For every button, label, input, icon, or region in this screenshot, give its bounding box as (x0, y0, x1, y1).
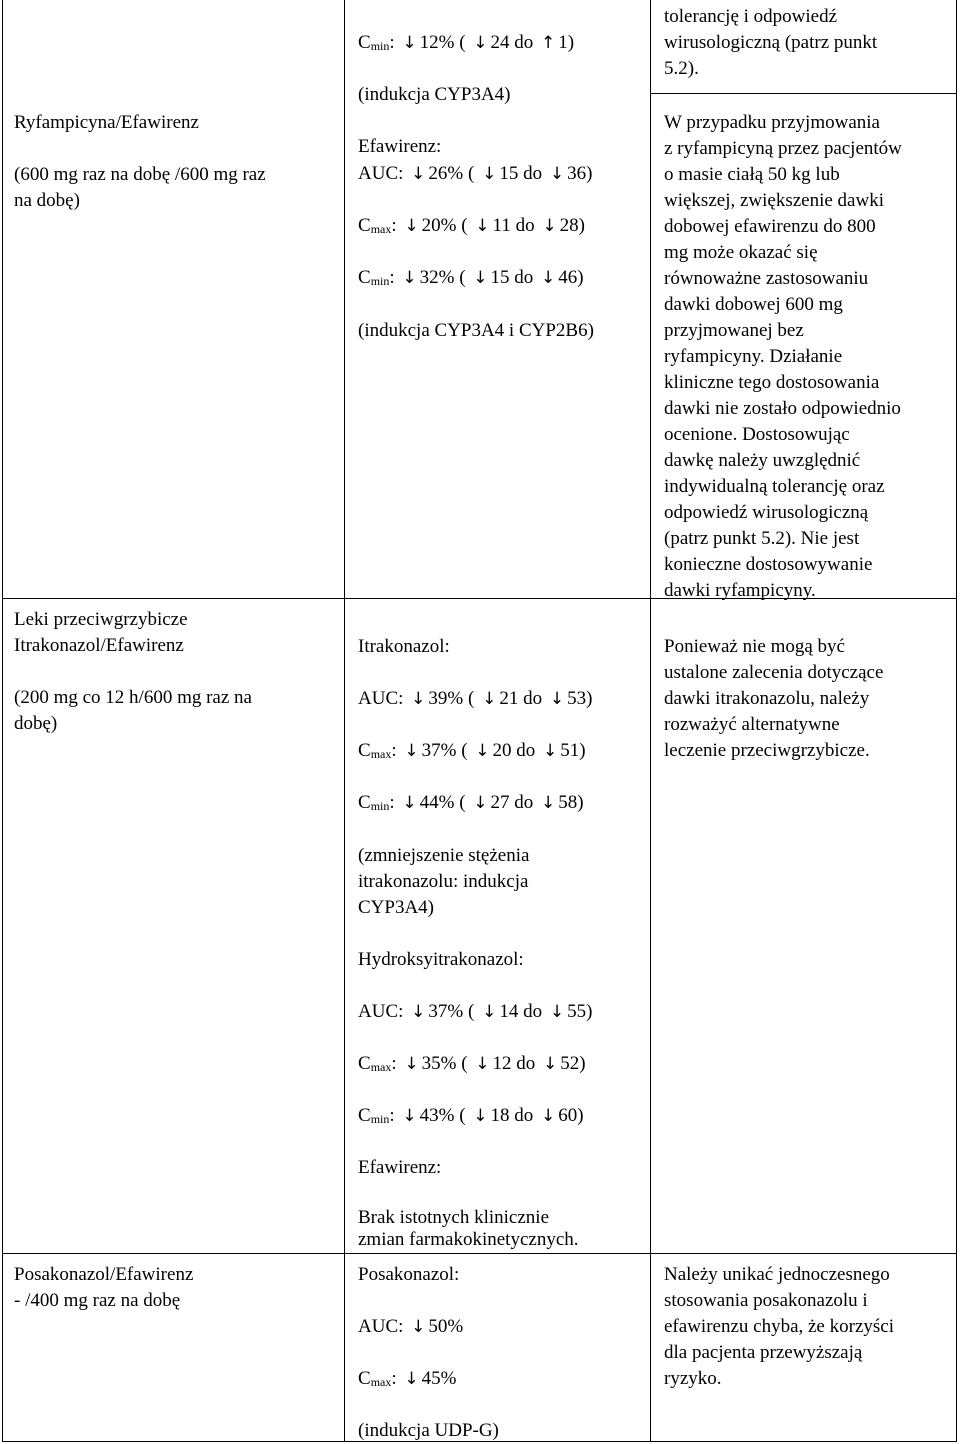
drug-label: Hydroksyitrakonazol: (358, 949, 524, 970)
down-arrow-icon: ↓ (404, 216, 419, 236)
section-heading: Leki przeciwgrzybicze (14, 609, 188, 630)
down-arrow-icon: ↓ (475, 741, 490, 761)
mechanism-note: (indukcja UDP-G) (358, 1420, 499, 1441)
recommendation-continued (664, 4, 877, 82)
down-arrow-icon: ↓ (543, 1054, 558, 1074)
text-line: indywidualną tolerancję oraz (664, 476, 885, 497)
itrakonazol-efawirenz-cell (14, 607, 252, 737)
dose-line: (200 mg co 12 h/600 mg raz na (14, 687, 252, 708)
row-divider-itra-posa (2, 1253, 957, 1254)
text-line: stosowania posakonazolu i (664, 1290, 868, 1311)
ryfampicyna-efawirenz-cell (14, 110, 266, 214)
text-line: rozważyć alternatywne (664, 714, 840, 735)
dose-line: (600 mg raz na dobę /600 mg raz (14, 164, 266, 185)
down-arrow-icon: ↓ (411, 1002, 426, 1022)
text-line: ryfampicyny. Działanie (664, 346, 843, 367)
down-arrow-icon: ↓ (549, 689, 565, 709)
text-line: dobowej efawirenzu do 800 (664, 216, 876, 237)
drug-label: Efawirenz: (358, 1157, 442, 1178)
down-arrow-icon: ↓ (411, 1317, 426, 1337)
down-arrow-icon: ↓ (541, 1106, 556, 1126)
text-line: wirusologiczną (patrz punkt (664, 32, 878, 53)
pk-row: AUC: ↓ 37% ( ↓ 14 do ↓ 55) (358, 999, 592, 1025)
down-arrow-icon: ↓ (473, 793, 488, 813)
table-border-right (956, 0, 957, 1442)
text-line: dawki itrakonazolu, należy (664, 688, 870, 709)
down-arrow-icon: ↓ (473, 268, 488, 288)
down-arrow-icon: ↓ (402, 1106, 417, 1126)
text-line: przyjmowanej bez (664, 320, 804, 341)
pk-row: AUC: ↓ 26% ( ↓ 15 do ↓ 36) (358, 161, 592, 187)
pk-row: Cmin: ↓ 32% ( ↓ 15 do ↓ 46) (358, 265, 584, 294)
down-arrow-icon: ↓ (404, 741, 419, 761)
down-arrow-icon: ↓ (473, 33, 488, 53)
text-line: konieczne dostosowywanie (664, 554, 873, 575)
recommendation-posakonazol (664, 1262, 894, 1392)
dose-line: - /400 mg raz na dobę (14, 1290, 181, 1311)
text-line: mg może okazać się (664, 242, 818, 263)
down-arrow-icon: ↓ (402, 33, 417, 53)
mechanism-note: (indukcja CYP3A4 i CYP2B6) (358, 320, 594, 341)
text-line: Ponieważ nie mogą być (664, 636, 845, 657)
text-line: leczenie przeciwgrzybicze. (664, 740, 870, 761)
pk-row: Cmax: ↓ 37% ( ↓ 20 do ↓ 51) (358, 738, 586, 767)
column-divider-1 (344, 0, 345, 1442)
mechanism-note: (zmniejszenie stężenia itrakonazolu: indukcja CYP3A4) (358, 845, 530, 918)
text-line: dawki nie zostało odpowiednio (664, 398, 901, 419)
down-arrow-icon: ↓ (475, 216, 490, 236)
pk-row: Cmin: ↓ 12% ( ↓ 24 do ↑ 1) (358, 30, 574, 59)
down-arrow-icon: ↓ (543, 741, 558, 761)
down-arrow-icon: ↓ (542, 216, 557, 236)
dose-line: na dobę) (14, 190, 80, 211)
down-arrow-icon: ↓ (404, 1369, 419, 1389)
text-line: odpowiedź wirusologiczną (664, 502, 869, 523)
text-line: równoważne zastosowaniu (664, 268, 869, 289)
drug-label: Efawirenz: (358, 136, 442, 157)
recommendation-itrakonazol (664, 634, 883, 764)
text-line: ustalone zalecenia dotyczące (664, 662, 884, 683)
down-arrow-icon: ↓ (404, 1054, 419, 1074)
pk-note: Brak istotnych klinicznie zmian farmakokinetycznych. (358, 1207, 579, 1250)
text-line: dla pacjenta przewyższają (664, 1342, 863, 1363)
down-arrow-icon: ↓ (475, 1054, 490, 1074)
pk-row: Cmax: ↓ 20% ( ↓ 11 do ↓ 28) (358, 213, 585, 242)
column-divider-2 (650, 0, 651, 1442)
up-arrow-icon: ↑ (541, 33, 556, 53)
down-arrow-icon: ↓ (411, 689, 426, 709)
pk-row: Cmin: ↓ 43% ( ↓ 18 do ↓ 60) (358, 1103, 584, 1132)
text-line: z ryfampicyną przez pacjentów (664, 138, 902, 159)
dose-line: dobę) (14, 713, 58, 734)
down-arrow-icon: ↓ (541, 793, 556, 813)
drug-pair-title: Ryfampicyna/Efawirenz (14, 112, 199, 133)
down-arrow-icon: ↓ (549, 1002, 565, 1022)
down-arrow-icon: ↓ (473, 1106, 488, 1126)
text-line: efawirenzu chyba, że korzyści (664, 1316, 894, 1337)
text-line: (patrz punkt 5.2). Nie jest (664, 528, 860, 549)
text-line: dawkę należy uwzględnić (664, 450, 861, 471)
pk-row: AUC: ↓ 39% ( ↓ 21 do ↓ 53) (358, 686, 592, 712)
mechanism-note: (indukcja CYP3A4) (358, 84, 511, 105)
drug-pair-title: Itrakonazol/Efawirenz (14, 635, 184, 656)
text-line: Należy unikać jednoczesnego (664, 1264, 890, 1285)
text-line: ryzyko. (664, 1368, 722, 1389)
table-border-left (2, 0, 3, 1442)
posakonazol-efawirenz-cell (14, 1262, 193, 1314)
down-arrow-icon: ↓ (482, 689, 497, 709)
down-arrow-icon: ↓ (411, 164, 426, 184)
text-line: o masie ciałą 50 kg lub (664, 164, 840, 185)
text-line: ocenione. Dostosowując (664, 424, 850, 445)
text-line: 5.2). (664, 58, 699, 79)
text-line: dawki dobowej 600 mg (664, 294, 843, 315)
text-line: dawki ryfampicyny. (664, 580, 816, 601)
text-line: kliniczne tego dostosowania (664, 372, 880, 393)
pk-row: AUC: ↓ 50% (358, 1314, 463, 1340)
pk-row: Cmax: ↓ 45% (358, 1366, 456, 1395)
down-arrow-icon: ↓ (402, 793, 417, 813)
text-line: większej, zwiększenie dawki (664, 190, 884, 211)
recommendation-ryfampicyna (664, 110, 902, 604)
down-arrow-icon: ↓ (549, 164, 565, 184)
pk-row: Cmin: ↓ 44% ( ↓ 27 do ↓ 58) (358, 790, 584, 819)
text-line: tolerancję i odpowiedź (664, 6, 838, 27)
drug-pair-title: Posakonazol/Efawirenz (14, 1264, 194, 1285)
drug-label: Itrakonazol: (358, 636, 450, 657)
down-arrow-icon: ↓ (482, 164, 497, 184)
pk-row: Cmax: ↓ 35% ( ↓ 12 do ↓ 52) (358, 1051, 586, 1080)
text-line: W przypadku przyjmowania (664, 112, 880, 133)
down-arrow-icon: ↓ (482, 1002, 497, 1022)
down-arrow-icon: ↓ (402, 268, 417, 288)
down-arrow-icon: ↓ (541, 268, 556, 288)
drug-label: Posakonazol: (358, 1264, 460, 1285)
